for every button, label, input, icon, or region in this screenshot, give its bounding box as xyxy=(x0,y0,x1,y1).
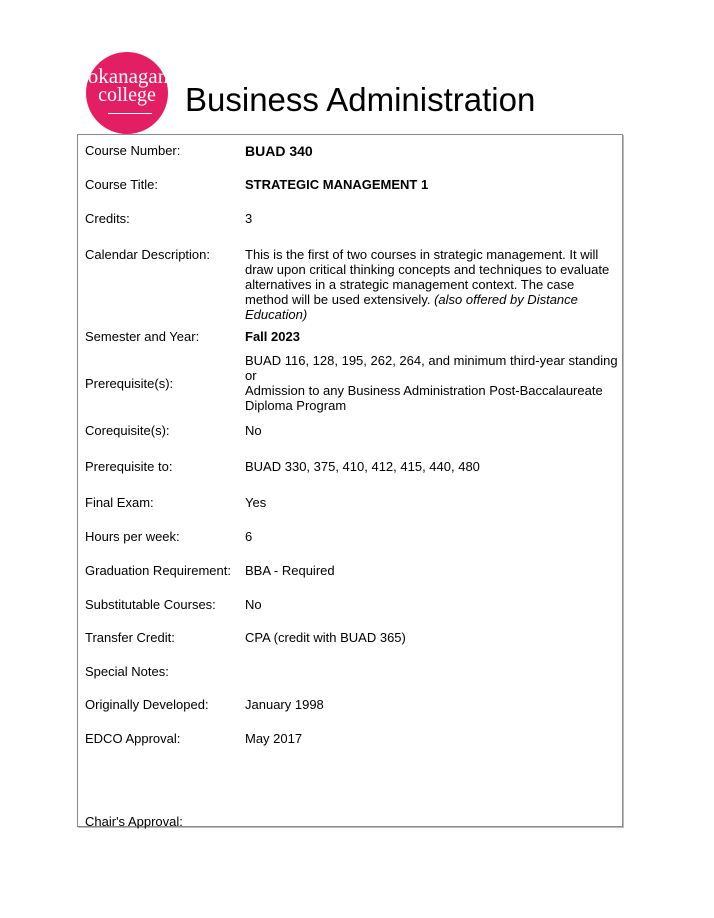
course-title-label: Course Title: xyxy=(85,177,158,192)
hours-value: 6 xyxy=(245,529,253,544)
credits-label: Credits: xyxy=(85,211,130,226)
substitutable-value: No xyxy=(245,597,262,612)
college-logo xyxy=(86,52,168,134)
prerequisites-line-3: Admission to any Business Administration Post-Baccalaureate Diploma Program xyxy=(245,383,603,413)
prerequisite-to-label: Prerequisite to: xyxy=(85,459,173,474)
chair-approval-label: Chair's Approval: xyxy=(85,814,183,829)
prerequisites-line-1: BUAD 116, 128, 195, 262, 264, and minimum third-year standing xyxy=(245,353,618,368)
substitutable-label: Substitutable Courses: xyxy=(85,597,216,612)
graduation-value: BBA - Required xyxy=(245,563,335,578)
prerequisites-line-2: or xyxy=(245,368,257,383)
logo-text-college: college xyxy=(98,84,156,106)
logo-rule xyxy=(108,113,152,114)
calendar-description-note: (also offered by Distance Education) xyxy=(245,292,578,322)
final-exam-value: Yes xyxy=(245,495,267,510)
special-notes-label: Special Notes: xyxy=(85,664,169,679)
semester-label: Semester and Year: xyxy=(85,329,200,344)
course-title-value: STRATEGIC MANAGEMENT 1 xyxy=(245,177,429,192)
calendar-description-label: Calendar Description: xyxy=(85,247,211,262)
course-outline-box xyxy=(77,134,623,827)
originally-developed-label: Originally Developed: xyxy=(85,697,209,712)
page-title: Business Administration xyxy=(185,81,536,118)
calendar-description-value xyxy=(245,247,620,322)
course-number-value: BUAD 340 xyxy=(245,143,313,159)
credits-value: 3 xyxy=(245,211,253,226)
prerequisite-to-value: BUAD 330, 375, 410, 412, 415, 440, 480 xyxy=(245,459,480,474)
transfer-value: CPA (credit with BUAD 365) xyxy=(245,630,406,645)
prerequisites-label: Prerequisite(s): xyxy=(85,376,174,391)
calendar-description-text: This is the first of two courses in strategic management. It will draw upon critical thinking concepts and techniques to evaluate alternatives in a strategic management context. The case method will be used extensively. xyxy=(245,247,610,307)
edco-value: May 2017 xyxy=(245,731,303,746)
corequisites-label: Corequisite(s): xyxy=(85,423,170,438)
edco-label: EDCO Approval: xyxy=(85,731,181,746)
logo-text-okanagan: okanagan xyxy=(87,64,168,88)
course-number-label: Course Number: xyxy=(85,143,181,158)
final-exam-label: Final Exam: xyxy=(85,495,154,510)
corequisites-value: No xyxy=(245,423,262,438)
transfer-label: Transfer Credit: xyxy=(85,630,175,645)
graduation-label: Graduation Requirement: xyxy=(85,563,231,578)
semester-value: Fall 2023 xyxy=(245,329,300,344)
originally-developed-value: January 1998 xyxy=(245,697,324,712)
hours-label: Hours per week: xyxy=(85,529,180,544)
prerequisites-value xyxy=(245,353,620,413)
